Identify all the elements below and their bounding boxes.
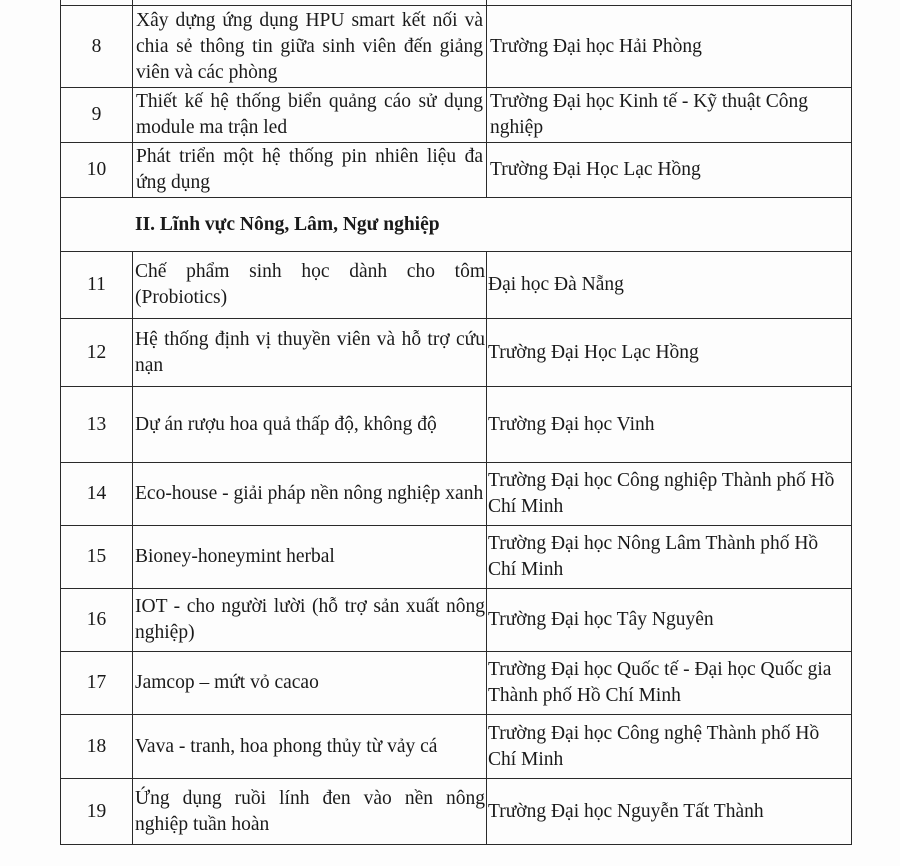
row-number: 18 bbox=[61, 715, 133, 779]
table-row bbox=[61, 319, 852, 387]
school-name: Trường Đại học Nguyễn Tất Thành bbox=[487, 779, 852, 845]
table-row bbox=[61, 143, 852, 198]
row-number: 19 bbox=[61, 779, 133, 845]
table-row bbox=[61, 6, 852, 88]
project-table bbox=[60, 0, 852, 845]
school-name: Trường Đại học Công nghệ Thành phố Hồ Chí Minh bbox=[487, 715, 852, 779]
table-row bbox=[61, 526, 852, 589]
school-name: Đại học Đà Nẵng bbox=[487, 252, 852, 319]
table-row bbox=[61, 715, 852, 779]
school-name: Trường Đại học Kinh tế - Kỹ thuật Công nghiệp bbox=[487, 88, 852, 143]
row-number: 15 bbox=[61, 526, 133, 589]
table-row bbox=[61, 779, 852, 845]
project-name: Eco-house - giải pháp nền nông nghiệp xanh bbox=[133, 463, 487, 526]
school-name: Trường Đại học Công nghiệp Thành phố Hồ Chí Minh bbox=[487, 463, 852, 526]
row-number: 8 bbox=[61, 6, 133, 88]
row-number: 16 bbox=[61, 589, 133, 652]
row-number: 12 bbox=[61, 319, 133, 387]
project-name: Vava - tranh, hoa phong thủy từ vảy cá bbox=[133, 715, 487, 779]
school-name: Trường Đại học Quốc tế - Đại học Quốc gia Thành phố Hồ Chí Minh bbox=[487, 652, 852, 715]
section-title: II. Lĩnh vực Nông, Lâm, Ngư nghiệp bbox=[61, 198, 852, 252]
project-name: Xây dựng ứng dụng HPU smart kết nối và chia sẻ thông tin giữa sinh viên đến giảng viên và các phòng bbox=[133, 6, 487, 88]
project-name: Bioney-honeymint herbal bbox=[133, 526, 487, 589]
project-name: Phát triển một hệ thống pin nhiên liệu đa ứng dụng bbox=[133, 143, 487, 198]
table-row bbox=[61, 652, 852, 715]
table-row bbox=[61, 252, 852, 319]
school-name: Trường Đại học Hải Phòng bbox=[487, 6, 852, 88]
school-name: Trường Đại Học Lạc Hồng bbox=[487, 143, 852, 198]
project-name: Hệ thống định vị thuyền viên và hỗ trợ cứu nạn bbox=[133, 319, 487, 387]
row-number: 13 bbox=[61, 387, 133, 463]
row-number: 10 bbox=[61, 143, 133, 198]
row-number: 17 bbox=[61, 652, 133, 715]
school-name: Trường Đại học Vinh bbox=[487, 387, 852, 463]
project-name: Jamcop – mứt vỏ cacao bbox=[133, 652, 487, 715]
school-name: Trường Đại học Tây Nguyên bbox=[487, 589, 852, 652]
table-row bbox=[61, 88, 852, 143]
row-number: 14 bbox=[61, 463, 133, 526]
section-header-row bbox=[61, 198, 852, 252]
row-number: 11 bbox=[61, 252, 133, 319]
project-name: IOT - cho người lười (hỗ trợ sản xuất nông nghiệp) bbox=[133, 589, 487, 652]
project-name: Thiết kế hệ thống biển quảng cáo sử dụng module ma trận led bbox=[133, 88, 487, 143]
project-name: Chế phẩm sinh học dành cho tôm (Probiotics) bbox=[133, 252, 487, 319]
row-number: 9 bbox=[61, 88, 133, 143]
project-name: Dự án rượu hoa quả thấp độ, không độ bbox=[133, 387, 487, 463]
table-row bbox=[61, 589, 852, 652]
school-name: Trường Đại học Nông Lâm Thành phố Hồ Chí Minh bbox=[487, 526, 852, 589]
school-name: Trường Đại Học Lạc Hồng bbox=[487, 319, 852, 387]
table-row bbox=[61, 387, 852, 463]
table-row bbox=[61, 463, 852, 526]
project-name: Ứng dụng ruồi lính đen vào nền nông nghiệp tuần hoàn bbox=[133, 779, 487, 845]
